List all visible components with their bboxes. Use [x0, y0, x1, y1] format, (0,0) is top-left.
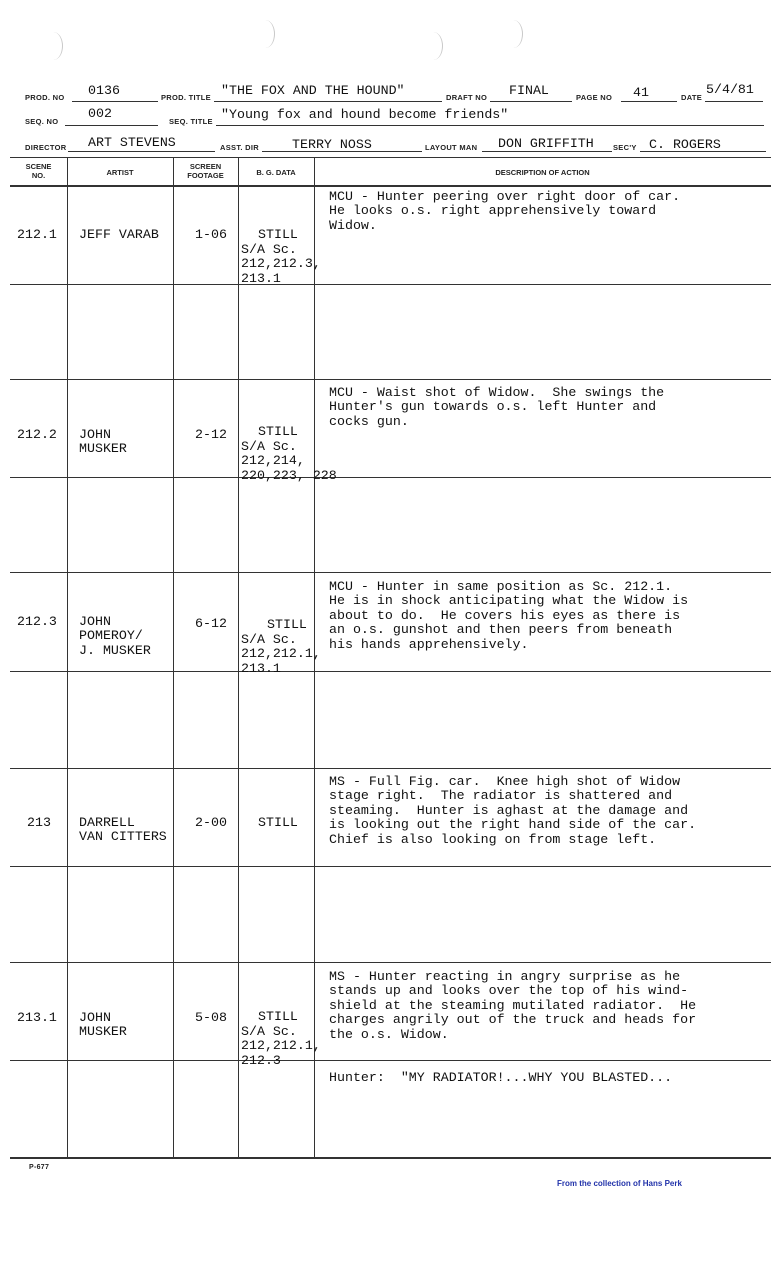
scene-number: 212.2 [17, 427, 57, 442]
row-divider [10, 572, 771, 573]
director-line [68, 151, 215, 152]
row-divider [10, 379, 771, 380]
draft-no-label: DRAFT NO [446, 93, 488, 102]
column-divider [173, 157, 174, 1157]
binder-hole [504, 20, 523, 48]
bg-still: STILL [267, 617, 307, 632]
seq-no-label: SEQ. NO [25, 117, 59, 126]
prod-title-line [214, 101, 442, 102]
bg-reference: S/A Sc. 212,212.1, 213.1 [241, 632, 321, 676]
row-divider [10, 962, 771, 963]
seq-no-line [65, 125, 158, 126]
page-no-label: PAGE NO [576, 93, 613, 102]
screen-footage: 5-08 [195, 1010, 227, 1025]
form-number: P-677 [29, 1164, 50, 1171]
prod-no-line [72, 101, 158, 102]
row-divider [10, 671, 771, 672]
collection-credit: From the collection of Hans Perk [557, 1179, 682, 1188]
binder-hole [256, 20, 275, 48]
row-divider [10, 768, 771, 769]
table-bottom-border [10, 1157, 771, 1159]
dialogue-line: Hunter: "MY RADIATOR!...WHY YOU BLASTED... [329, 1070, 673, 1085]
binder-hole [44, 32, 63, 60]
bg-still: STILL [258, 227, 298, 242]
seq-title-label: SEQ. TITLE [169, 117, 213, 126]
draft-no-value: FINAL [509, 83, 549, 98]
director-value: ART STEVENS [88, 135, 176, 150]
bg-still: STILL [258, 1009, 298, 1024]
action-description: MS - Full Fig. car. Knee high shot of Widow stage right. The radiator is shattered and steaming. Hunter is aghast at the damage and is looking out the right hand side of the car. Chief is also looking on from stage left. [329, 774, 697, 847]
row-divider [10, 284, 771, 285]
row-divider [10, 477, 771, 478]
scene-number: 212.1 [17, 227, 57, 242]
seq-title-line [216, 125, 764, 126]
artist-name: JOHN MUSKER [79, 1010, 127, 1040]
prod-title-label: PROD. TITLE [161, 93, 211, 102]
action-description: MCU - Hunter peering over right door of car. He looks o.s. right apprehensively toward Widow. [329, 189, 681, 233]
action-description: MCU - Hunter in same position as Sc. 212.1. He is in shock anticipating what the Widow is about to do. He covers his eyes as there is an o.s. gunshot and then peers from beneath his hands apprehensively. [329, 579, 689, 652]
artist-name: JOHN POMEROY/ J. MUSKER [79, 614, 151, 658]
table-header-border [10, 185, 771, 187]
bg-reference: S/A Sc. 212,214, 220,223, 228 [241, 439, 337, 483]
screen-footage: 1-06 [195, 227, 227, 242]
scene-number: 213.1 [17, 1010, 57, 1025]
column-header-screen-footage: SCREEN FOOTAGE [187, 162, 224, 180]
secy-value: C. ROGERS [649, 137, 721, 152]
artist-name: JOHN MUSKER [79, 427, 127, 457]
prod-no-value: 0136 [88, 83, 120, 98]
seq-no-value: 002 [88, 106, 112, 121]
table-top-border [10, 157, 771, 158]
column-header-scene-no: SCENE NO. [25, 162, 52, 180]
seq-title-value: "Young fox and hound become friends" [221, 107, 509, 122]
asst-dir-value: TERRY NOSS [292, 137, 372, 152]
prod-no-label: PROD. NO [25, 93, 65, 102]
column-header-artist: ARTIST [106, 168, 134, 177]
row-divider [10, 866, 771, 867]
layout-man-value: DON GRIFFITH [498, 136, 594, 151]
column-divider [238, 157, 239, 1157]
date-line [705, 101, 763, 102]
action-description: MCU - Waist shot of Widow. She swings the Hunter's gun towards o.s. left Hunter and cocks gun. [329, 385, 665, 429]
secy-label: SEC'Y [613, 143, 637, 152]
page-no-value: 41 [633, 85, 649, 100]
artist-name: JEFF VARAB [79, 227, 159, 242]
date-value: 5/4/81 [706, 82, 754, 97]
binder-hole [424, 32, 443, 60]
prod-title-value: "THE FOX AND THE HOUND" [221, 83, 405, 98]
screen-footage: 2-00 [195, 815, 227, 830]
bg-reference: S/A Sc. 212,212.1, 212.3 [241, 1024, 321, 1068]
layout-man-label: LAYOUT MAN [425, 143, 478, 152]
page-no-line [621, 101, 677, 102]
bg-still: STILL [258, 424, 298, 439]
column-header-description: DESCRIPTION OF ACTION [495, 168, 590, 177]
screen-footage: 6-12 [195, 616, 227, 631]
screen-footage: 2-12 [195, 427, 227, 442]
scene-number: 213 [27, 815, 51, 830]
row-divider [10, 1060, 771, 1061]
bg-reference: S/A Sc. 212,212.3, 213.1 [241, 242, 321, 286]
date-label: DATE [681, 93, 703, 102]
artist-name: DARRELL VAN CITTERS [79, 815, 167, 845]
column-header-bg-data: B. G. DATA [256, 168, 296, 177]
asst-dir-label: ASST. DIR [220, 143, 259, 152]
scene-number: 212.3 [17, 614, 57, 629]
column-divider [67, 157, 68, 1157]
draft-no-line [490, 101, 572, 102]
bg-still: STILL [258, 815, 298, 830]
director-label: DIRECTOR [25, 143, 67, 152]
action-description: MS - Hunter reacting in angry surprise as he stands up and looks over the top of his wind- shield at the steaming mutilated radiator. He charges angrily out of the truck and heads for the o.s. Widow. [329, 969, 697, 1042]
